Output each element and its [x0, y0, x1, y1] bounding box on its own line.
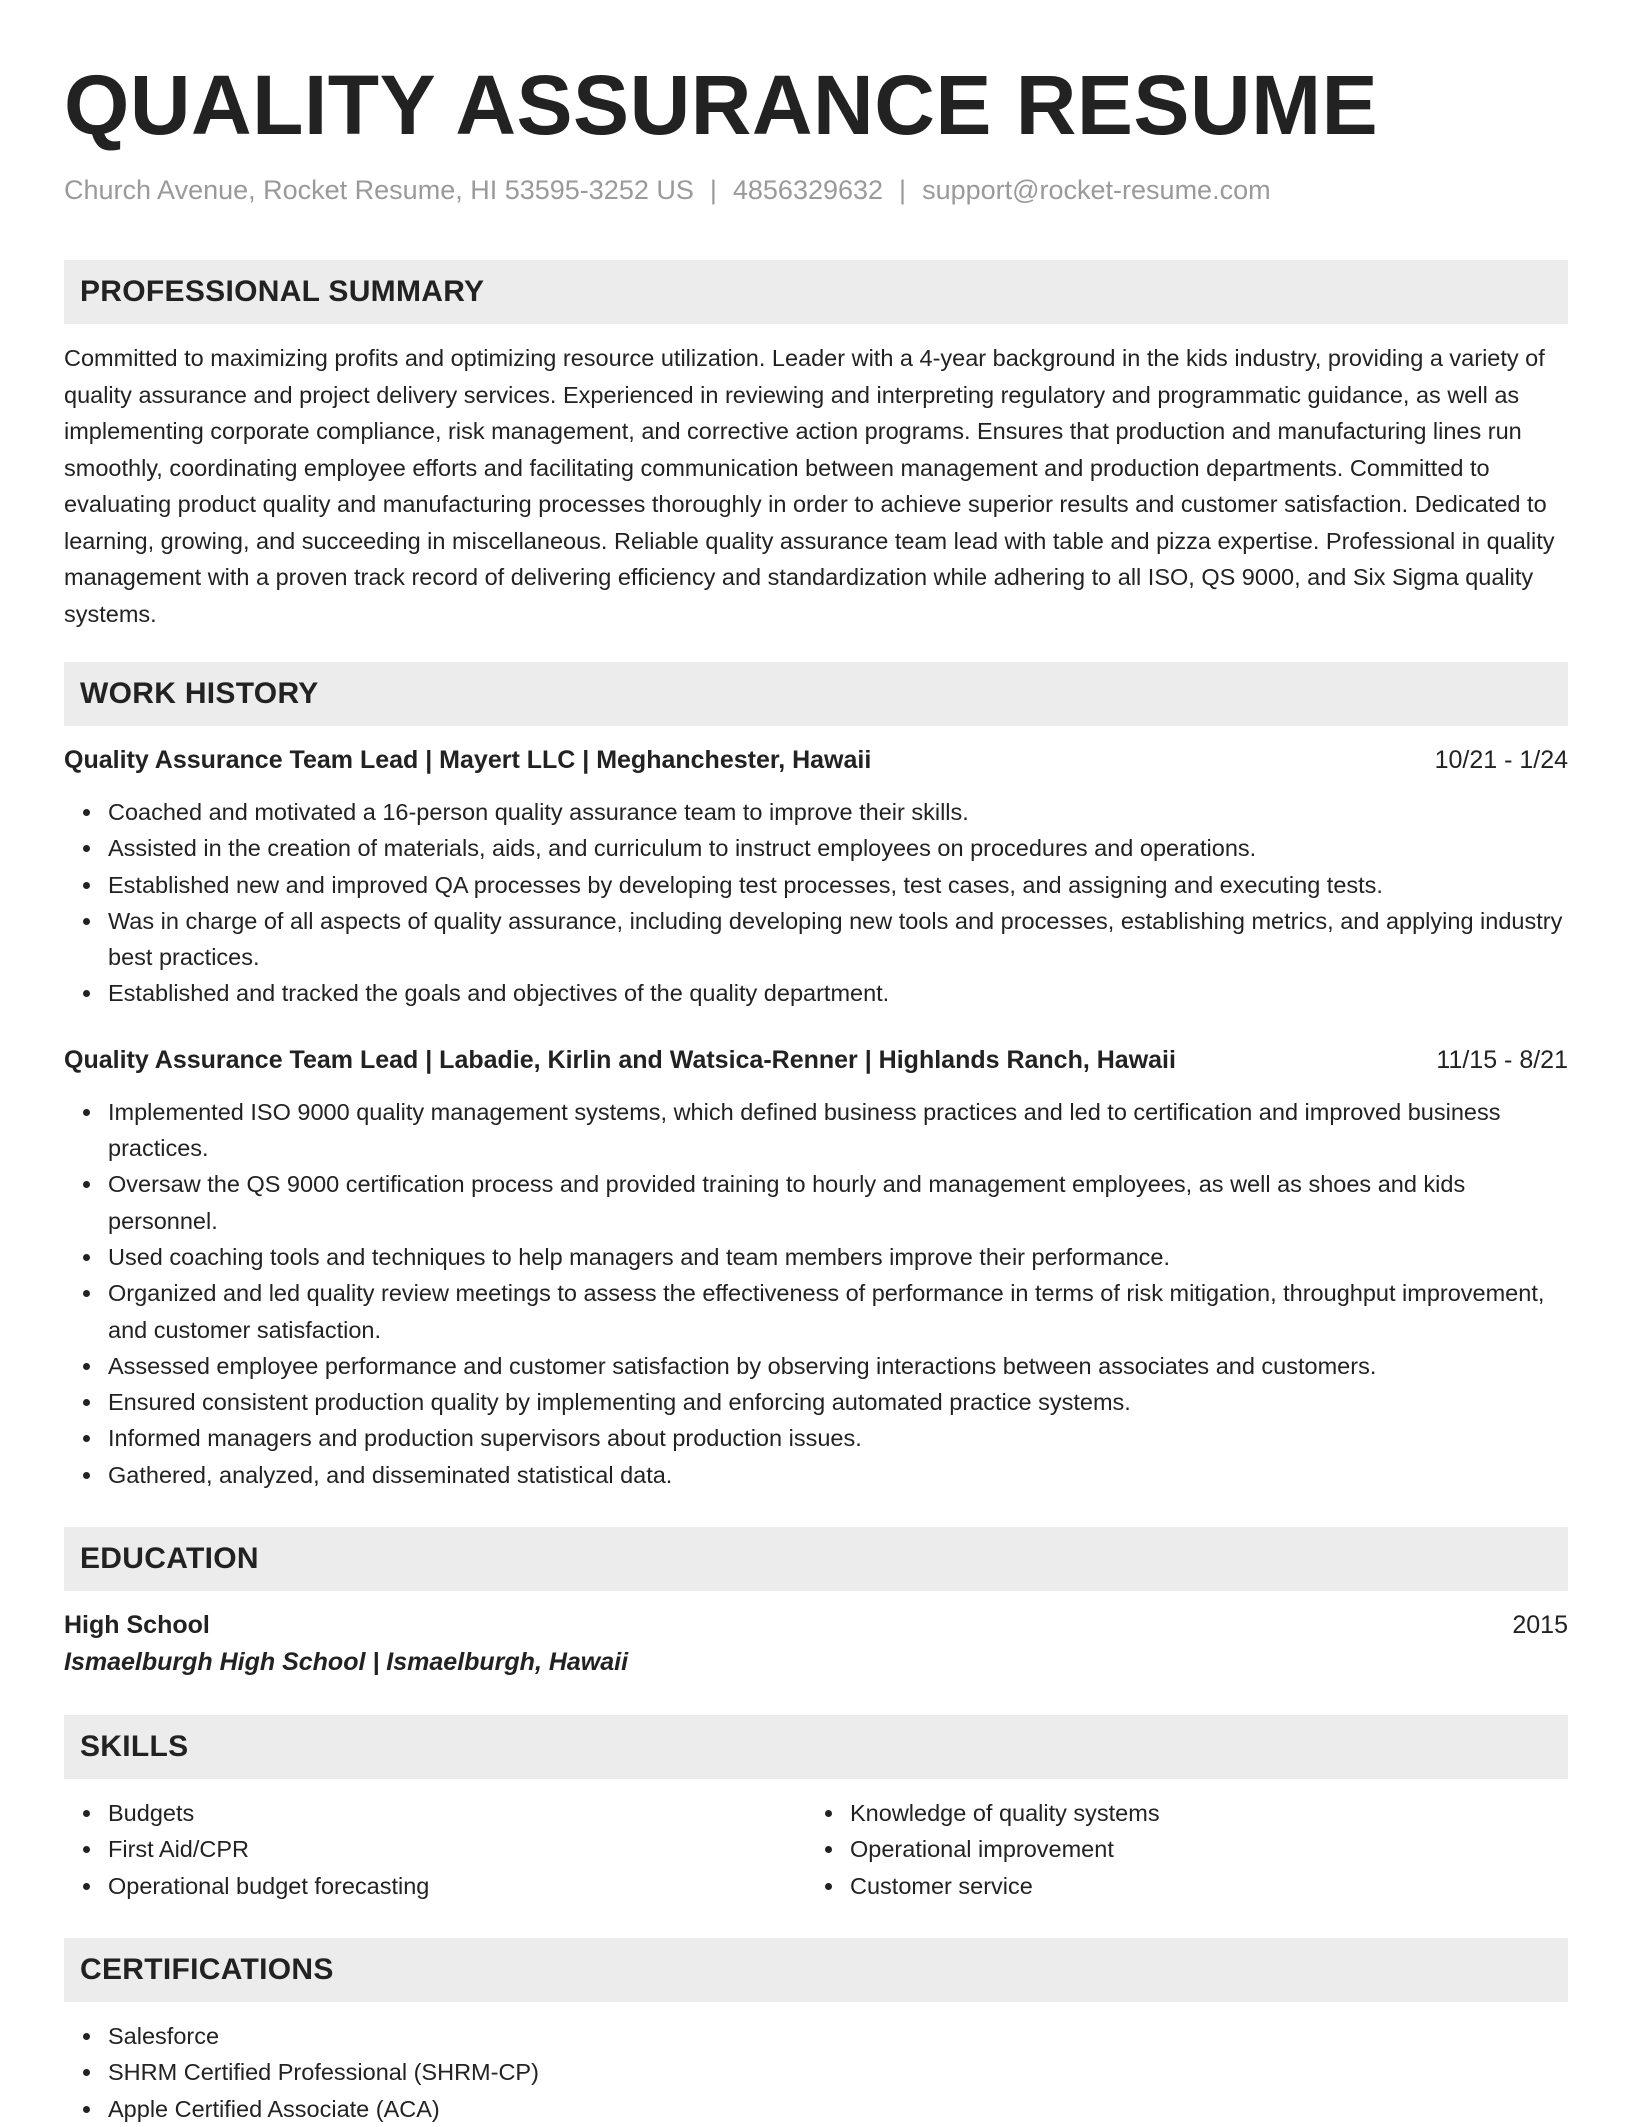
contact-email: support@rocket-resume.com: [922, 175, 1271, 205]
section-title-work-history: WORK HISTORY: [64, 662, 1568, 726]
job-heading: Quality Assurance Team Lead | Labadie, Kirlin and Watsica-Renner | Highlands Ranch, Hawaii: [64, 1045, 1176, 1074]
job-bullet-list: [64, 1094, 1568, 1493]
certification-item: SHRM Certified Professional (SHRM-CP): [108, 2054, 1568, 2090]
section-title-skills: SKILLS: [64, 1715, 1568, 1779]
education-school: Ismaelburgh High School | Ismaelburgh, Hawaii: [64, 1648, 629, 1677]
certification-item: Apple Certified Associate (ACA): [108, 2091, 1568, 2127]
job-bullet: Ensured consistent production quality by implementing and enforcing automated practice systems.: [108, 1384, 1568, 1420]
education-header: [64, 1607, 1568, 1643]
skill-item: Operational improvement: [850, 1831, 1566, 1867]
job-bullet: Used coaching tools and techniques to help managers and team members improve their performance.: [108, 1239, 1568, 1275]
job-bullet: Gathered, analyzed, and disseminated statistical data.: [108, 1457, 1568, 1493]
resume-page: [64, 50, 1568, 2127]
skills-list-left: [64, 1795, 806, 1904]
skills-list-right: [806, 1795, 1566, 1904]
job-bullet: Implemented ISO 9000 quality management systems, which defined business practices and led to certification and improved business practices.: [108, 1094, 1568, 1167]
job-entry: [64, 742, 1568, 1012]
contact-address: Church Avenue, Rocket Resume, HI 53595-3252 US: [64, 175, 694, 205]
summary-text: Committed to maximizing profits and optimizing resource utilization. Leader with a 4-year background in the kids industry, providing a variety of quality assurance and project delivery services. Experienced in reviewing and interpreting regulatory and programmatic guidance, as well as implementing corporate compliance, risk management, and corrective action programs. Ensures that production and manufacturing lines run smoothly, coordinating employee efforts and facilitating communication between management and production departments. Committed to evaluating product quality and manufacturing processes thoroughly in order to achieve superior results and customer satisfaction. Dedicated to learning, growing, and succeeding in miscellaneous. Reliable quality assurance team lead with table and pizza expertise. Professional in quality management with a proven track record of delivering efficiency and standardization while adhering to all ISO, QS 9000, and Six Sigma quality systems.: [64, 345, 1555, 627]
job-header: [64, 1042, 1568, 1078]
education-degree: High School: [64, 1611, 210, 1640]
certifications-list: [64, 2018, 1568, 2127]
job-bullet: Oversaw the QS 9000 certification process and provided training to hourly and management employees, as well as shoes and kids personnel.: [108, 1166, 1568, 1239]
certification-item: Salesforce: [108, 2018, 1568, 2054]
job-bullet-list: [64, 794, 1568, 1012]
skills-grid: [64, 1795, 1568, 1904]
contact-phone: 4856329632: [732, 175, 884, 205]
skill-item: Customer service: [850, 1868, 1566, 1904]
resume-title: QUALITY ASSURANCE RESUME: [64, 58, 1379, 152]
job-bullet: Coached and motivated a 16-person quality assurance team to improve their skills.: [108, 794, 1568, 830]
skill-item: Operational budget forecasting: [108, 1868, 806, 1904]
section-title-education: EDUCATION: [64, 1527, 1568, 1591]
job-bullet: Established and tracked the goals and objectives of the quality department.: [108, 975, 1568, 1011]
job-dates: 10/21 - 1/24: [1434, 746, 1568, 774]
skill-item: Knowledge of quality systems: [850, 1795, 1566, 1831]
job-bullet: Organized and led quality review meetings to assess the effectiveness of performance in terms of risk mitigation, throughput improvement, and customer satisfaction.: [108, 1275, 1568, 1348]
skill-item: First Aid/CPR: [108, 1831, 806, 1867]
job-bullet: Established new and improved QA processes by developing test processes, test cases, and assigning and executing tests.: [108, 867, 1568, 903]
education-year: 2015: [1512, 1611, 1568, 1640]
section-title-summary: PROFESSIONAL SUMMARY: [64, 260, 1568, 324]
job-bullet: Assessed employee performance and customer satisfaction by observing interactions between associates and customers.: [108, 1348, 1568, 1384]
job-entry: [64, 1042, 1568, 1493]
section-title-certifications: CERTIFICATIONS: [64, 1938, 1568, 2002]
job-header: [64, 742, 1568, 778]
job-heading: Quality Assurance Team Lead | Mayert LLC | Meghanchester, Hawaii: [64, 746, 872, 774]
job-bullet: Assisted in the creation of materials, aids, and curriculum to instruct employees on procedures and operations.: [108, 830, 1568, 866]
job-bullet: Was in charge of all aspects of quality assurance, including developing new tools and processes, establishing metrics, and applying industry best practices.: [108, 903, 1568, 976]
job-bullet: Informed managers and production supervisors about production issues.: [108, 1420, 1568, 1456]
contact-separator: |: [899, 175, 907, 205]
contact-line: [64, 172, 1568, 208]
skill-item: Budgets: [108, 1795, 806, 1831]
job-dates: 11/15 - 8/21: [1436, 1045, 1568, 1074]
contact-separator: |: [709, 175, 717, 205]
